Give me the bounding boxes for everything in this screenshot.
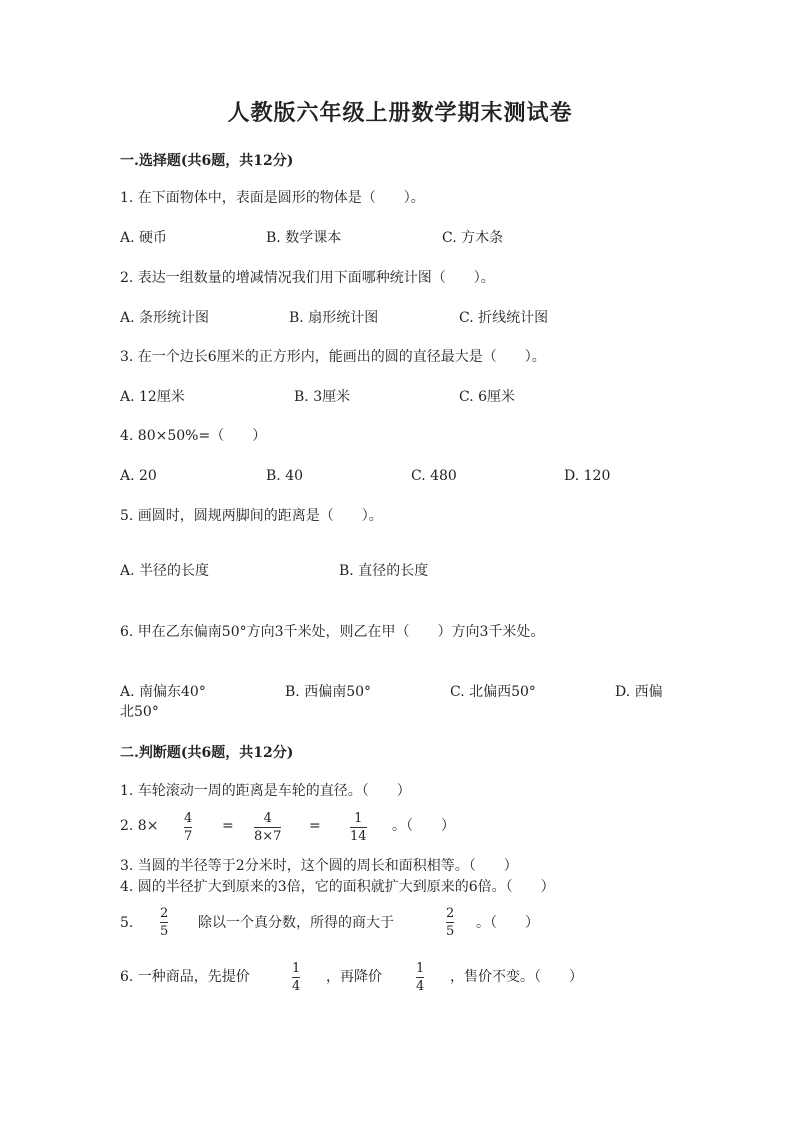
- option-c: C. 方木条: [442, 230, 504, 246]
- question-text: 1. 车轮滚动一周的距离是车轮的直径。（ ）: [120, 783, 411, 799]
- question-prefix: 5.: [120, 915, 134, 931]
- option-a: A. 12厘米: [120, 389, 185, 405]
- option-b: B. 3厘米: [294, 389, 351, 405]
- fraction-denominator: 8×7: [254, 829, 282, 844]
- fraction-numerator: 4: [184, 811, 193, 826]
- fraction-bar: [446, 922, 454, 923]
- fraction-bar: [350, 827, 367, 828]
- fraction: [254, 811, 281, 844]
- option-a: A. 条形统计图: [120, 310, 210, 326]
- question-suffix: 。（ ）: [476, 915, 539, 931]
- question-prefix: 6. 一种商品，先提价: [120, 969, 250, 985]
- fraction-denominator: 7: [184, 829, 193, 844]
- option-b: B. 数学课本: [266, 230, 342, 246]
- option-d: D. 120: [564, 468, 611, 484]
- question-suffix: 。（ ）: [392, 818, 455, 834]
- question-suffix: ，售价不变。（ ）: [450, 969, 583, 985]
- question-text: 2. 表达一组数量的增减情况我们用下面哪种统计图（ ）。: [120, 270, 495, 286]
- fraction-denominator: 4: [416, 979, 425, 994]
- option-b: B. 扇形统计图: [289, 310, 379, 326]
- question-text: 5. 画圆时，圆规两脚间的距离是（ ）。: [120, 508, 383, 524]
- fraction-bar: [184, 827, 192, 828]
- fraction-denominator: 14: [350, 829, 367, 844]
- option-c: C. 480: [411, 468, 457, 484]
- fraction-bar: [416, 977, 424, 978]
- fraction: [446, 906, 454, 939]
- equals-sign: =: [222, 818, 234, 834]
- option-c: C. 折线统计图: [459, 310, 549, 326]
- question-text: 6. 甲在乙东偏南50°方向3千米处，则乙在甲（ ）方向3千米处。: [120, 624, 545, 640]
- section-heading-judgement: 二.判断题(共6题，共12分): [120, 745, 294, 761]
- option-c: C. 北偏西50°: [450, 684, 536, 700]
- fraction-numerator: 4: [263, 811, 272, 826]
- fraction-bar: [160, 922, 168, 923]
- option-a: A. 硬币: [120, 230, 168, 246]
- option-d: D. 西偏: [615, 684, 663, 700]
- fraction: [292, 961, 300, 994]
- option-d-continued: 北50°: [120, 704, 159, 720]
- page-title: 人教版六年级上册数学期末测试卷: [227, 100, 573, 126]
- option-a: A. 南偏东40°: [120, 684, 206, 700]
- option-b: B. 直径的长度: [339, 563, 429, 579]
- fraction: [350, 811, 367, 844]
- question-text: ，再降价: [326, 969, 382, 985]
- option-a: A. 半径的长度: [120, 563, 210, 579]
- question-prefix: 2. 8×: [120, 818, 159, 834]
- fraction-bar: [292, 977, 300, 978]
- option-c: C. 6厘米: [459, 389, 516, 405]
- question-text: 4. 圆的半径扩大到原来的3倍，它的面积就扩大到原来的6倍。（ ）: [120, 879, 555, 895]
- question-text: 3. 当圆的半径等于2分米时，这个圆的周长和面积相等。（ ）: [120, 858, 518, 874]
- section-heading-choice: 一.选择题(共6题，共12分): [120, 153, 294, 169]
- fraction-bar: [254, 827, 281, 828]
- option-a: A. 20: [120, 468, 157, 484]
- question-text: 1. 在下面物体中，表面是圆形的物体是（ ）。: [120, 190, 425, 206]
- fraction-denominator: 5: [160, 924, 169, 939]
- fraction-numerator: 1: [292, 961, 301, 976]
- option-b: B. 40: [266, 468, 304, 484]
- fraction-numerator: 2: [160, 906, 169, 921]
- option-b: B. 西偏南50°: [285, 684, 372, 700]
- fraction-numerator: 1: [416, 961, 425, 976]
- question-text: 除以一个真分数，所得的商大于: [198, 915, 394, 931]
- fraction: [160, 906, 168, 939]
- fraction-denominator: 4: [292, 979, 301, 994]
- fraction-numerator: 2: [446, 906, 455, 921]
- fraction-numerator: 1: [354, 811, 363, 826]
- equals-sign: =: [309, 818, 321, 834]
- question-text: 3. 在一个边长6厘米的正方形内，能画出的圆的直径最大是（ ）。: [120, 349, 546, 365]
- fraction: [416, 961, 424, 994]
- question-text: 4. 80×50%=（ ）: [120, 428, 267, 444]
- fraction-denominator: 5: [446, 924, 455, 939]
- fraction: [184, 811, 192, 844]
